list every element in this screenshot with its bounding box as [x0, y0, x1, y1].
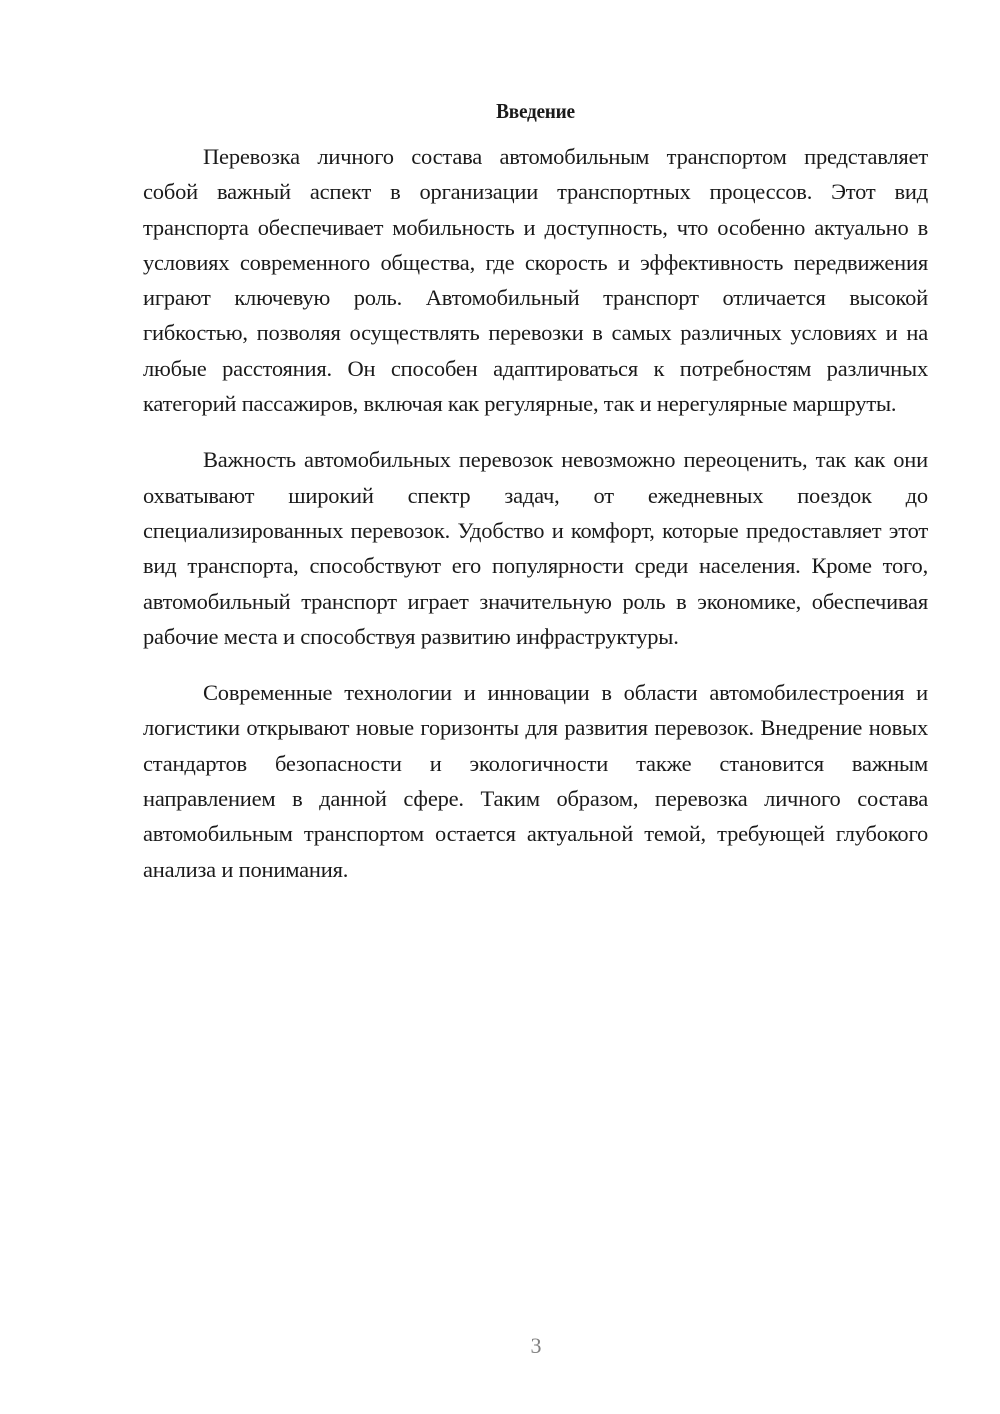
section-heading: Введение	[496, 99, 575, 123]
page-content	[143, 94, 928, 887]
paragraph-3: Современные технологии и инновации в области автомобилестроения и логистики открывают новые горизонты для развития перевозок. Внедрение новых стандартов безопасности и экологичности также становится важным направлением в данной сфере. Таким образом, перевозка личного состава автомобильным транспортом остается актуальной темой, требующей глубокого анализа и понимания.	[143, 680, 928, 882]
paragraph-2: Важность автомобильных перевозок невозможно переоценить, так как они охватывают широкий спектр задач, от ежедневных поездок до специализированных перевозок. Удобство и комфорт, которые предоставляет этот вид транспорта, способствуют его популярности среди населения. Кроме того, автомобильный транспорт играет значительную роль в экономике, обеспечивая рабочие места и способствуя развитию инфраструктуры.	[143, 447, 928, 649]
page-number: 3	[530, 1333, 542, 1358]
paragraph-1: Перевозка личного состава автомобильным транспортом представляет собой важный аспект в организации транспортных процессов. Этот вид транспорта обеспечивает мобильность и доступность, что особенно актуально в условиях современного общества, где скорость и эффективность передвижения играют ключевую роль. Автомобильный транспорт отличается высокой гибкостью, позволяя осуществлять перевозки в самых различных условиях и на любые расстояния. Он способен адаптироваться к потребностям различных категорий пассажиров, включая как регулярные, так и нерегулярные маршруты.	[143, 144, 928, 417]
